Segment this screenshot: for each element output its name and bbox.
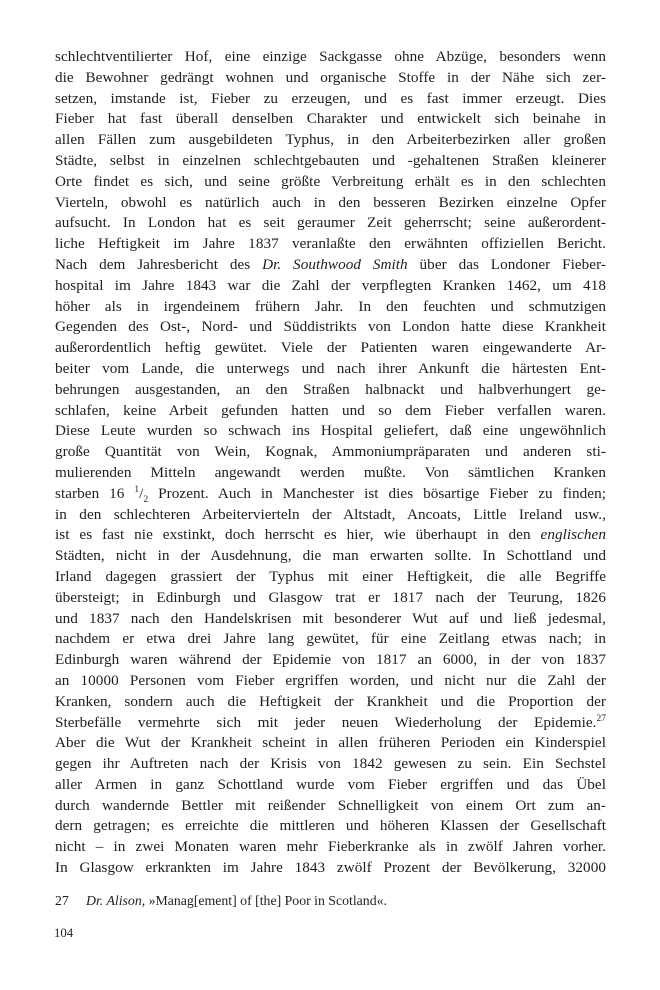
footnote-number: 27 — [55, 893, 69, 908]
text-line: und 1837 nach den Handelskrisen mit besonderer Wut auf und ließ jedesmal, — [55, 609, 606, 627]
text-line: in den schlechteren Arbeitervierteln der Altstadt, Ancoats, Little Ireland usw., — [55, 505, 606, 523]
text-line: schlafen, keine Arbeit gefunden hatten und so dem Fieber verfallen waren. — [55, 401, 606, 419]
text-line: Städte, selbst in einzelnen schlechtgebauten und -gehaltenen Straßen kleinerer — [55, 151, 606, 169]
text-line: In Glasgow erkrankten im Jahre 1843 zwölf Prozent der Bevölkerung, 32000 — [55, 859, 606, 877]
text-run: 2 — [143, 494, 149, 505]
text-line: höher als in irgendeinem frühern Jahr. In den feuchten und schmutzigen — [55, 297, 606, 315]
text-run: starben 16 — [55, 484, 135, 502]
text-run: 1 — [134, 484, 140, 495]
text-line: nachdem er etwa drei Jahre lang gewütet, für eine Zeitlang etwas nach; in — [55, 630, 606, 648]
text-run: Dr. Southwood Smith — [262, 255, 408, 273]
text-line: schlechtventilierter Hof, eine einzige Sackgasse ohne Abzüge, besonders wenn — [55, 48, 606, 65]
text-line — [55, 255, 606, 276]
text-line: mulierenden Mitteln angewandt werden mußte. Von sämtlichen Kranken — [55, 463, 606, 481]
text-run: über das Londoner Fieber- — [407, 255, 606, 273]
text-line: Gegenden des Ost-, Nord- und Süddistrikts von London hatte diese Krankheit — [55, 318, 606, 336]
text-line: gegen ihr Auftreten nach der Krisis von 1842 gewesen zu sein. Ein Sechstel — [55, 755, 606, 773]
text-line: Vierteln, obwohl es natürlich auch in den besseren Bezirken einzelne Opfer — [55, 193, 606, 211]
text-run: ist es fast nie exstinkt, doch herrscht es hier, wie überhaupt in den — [55, 526, 541, 544]
text-line: Irland dagegen grassiert der Typhus mit einer Heftigkeit, die alle Begriffe — [55, 567, 606, 585]
body-text — [55, 47, 606, 879]
text-line: beiter vom Lande, die unterwegs und nach ihrer Ankunft die härtesten Ent- — [55, 359, 606, 377]
text-line: Aber die Wut der Krankheit scheint in allen früheren Perioden ein Kinderspiel — [55, 734, 606, 752]
text-line: dern getragen; es erreichte die mittleren und höheren Klassen der Gesellschaft — [55, 817, 606, 835]
text-line — [55, 525, 606, 546]
text-line: aller Armen in ganz Schottland wurde vom Fieber ergriffen und das Übel — [55, 775, 606, 793]
text-line: nicht – in zwei Monaten waren mehr Fieberkranke als in zwölf Jahren vorher. — [55, 838, 606, 856]
text-run: Nach dem Jahresbericht des — [55, 255, 263, 273]
text-line: Kranken, sondern auch die Heftigkeit der Krankheit und die Proportion der — [55, 692, 606, 710]
text-line — [55, 484, 606, 505]
text-line: übersteigt; in Edinburgh und Glasgow trat er 1817 nach der Teurung, 1826 — [55, 588, 606, 606]
text-line: Orte findet es sich, und seine größte Verbreitung erhält es in den schlechten — [55, 172, 606, 190]
text-run: 27 — [596, 713, 606, 724]
text-run: englischen — [540, 526, 606, 544]
text-line: die Bewohner gedrängt wohnen und organische Stoffe in der Nähe sich zer- — [55, 68, 606, 86]
text-run: Sterbefälle vermehrte sich mit jeder neuen Wiederholung der Epidemie. — [55, 713, 597, 731]
text-line: durch wandernde Bettler mit reißender Schnelligkeit von einem Ort zum an- — [55, 796, 606, 814]
text-line: setzen, imstande ist, Fieber zu erzeugen, und es fast immer erzeugt. Dies — [55, 89, 606, 107]
page-number: 104 — [54, 926, 74, 940]
text-run: / — [139, 484, 144, 502]
text-line: außerordentlich heftig gewütet. Viele der Patienten waren eingewanderte Ar- — [55, 339, 606, 357]
text-line — [55, 713, 606, 734]
text-run: Dr. Alison, — [86, 893, 146, 908]
text-line: große Quantität von Wein, Kognak, Ammoniumpräparaten und anderen sti- — [55, 443, 606, 461]
text-line: aufsucht. In London hat es seit geraumer Zeit geherrscht; seine außerordent- — [55, 214, 606, 232]
text-line: Diese Leute wurden so schwach ins Hospital geliefert, daß eine ungewöhnlich — [55, 422, 606, 440]
footnote — [55, 892, 606, 909]
text-line: Städten, nicht in der Ausdehnung, die man erwarten sollte. In Schottland und — [55, 547, 606, 565]
text-line: hospital im Jahre 1843 war die Zahl der verpflegten Kranken 1462, um 418 — [55, 276, 606, 294]
text-line: behrungen ausgestanden, an den Straßen halbnackt und halbverhungert ge- — [55, 380, 606, 398]
text-line: liche Heftigkeit im Jahre 1837 veranlaßte den erwähnten offiziellen Bericht. — [55, 235, 606, 253]
text-run: »Manag[ement] of [the] Poor in Scotland«. — [145, 893, 387, 908]
footnote-text — [86, 892, 606, 909]
text-run: Prozent. Auch in Manchester ist dies bösartige Fieber zu finden; — [148, 484, 606, 502]
text-line: allen Fällen zum ausgebildeten Typhus, in den Arbeiterbezirken aller großen — [55, 131, 606, 149]
text-line: Fieber hat fast überall denselben Charakter und entwickelt sich beinahe in — [55, 110, 606, 128]
text-line: Edinburgh waren während der Epidemie von 1817 an 6000, in der von 1837 — [55, 651, 606, 669]
text-line: an 10000 Personen vom Fieber ergriffen worden, und nicht nur die Zahl der — [55, 671, 606, 689]
